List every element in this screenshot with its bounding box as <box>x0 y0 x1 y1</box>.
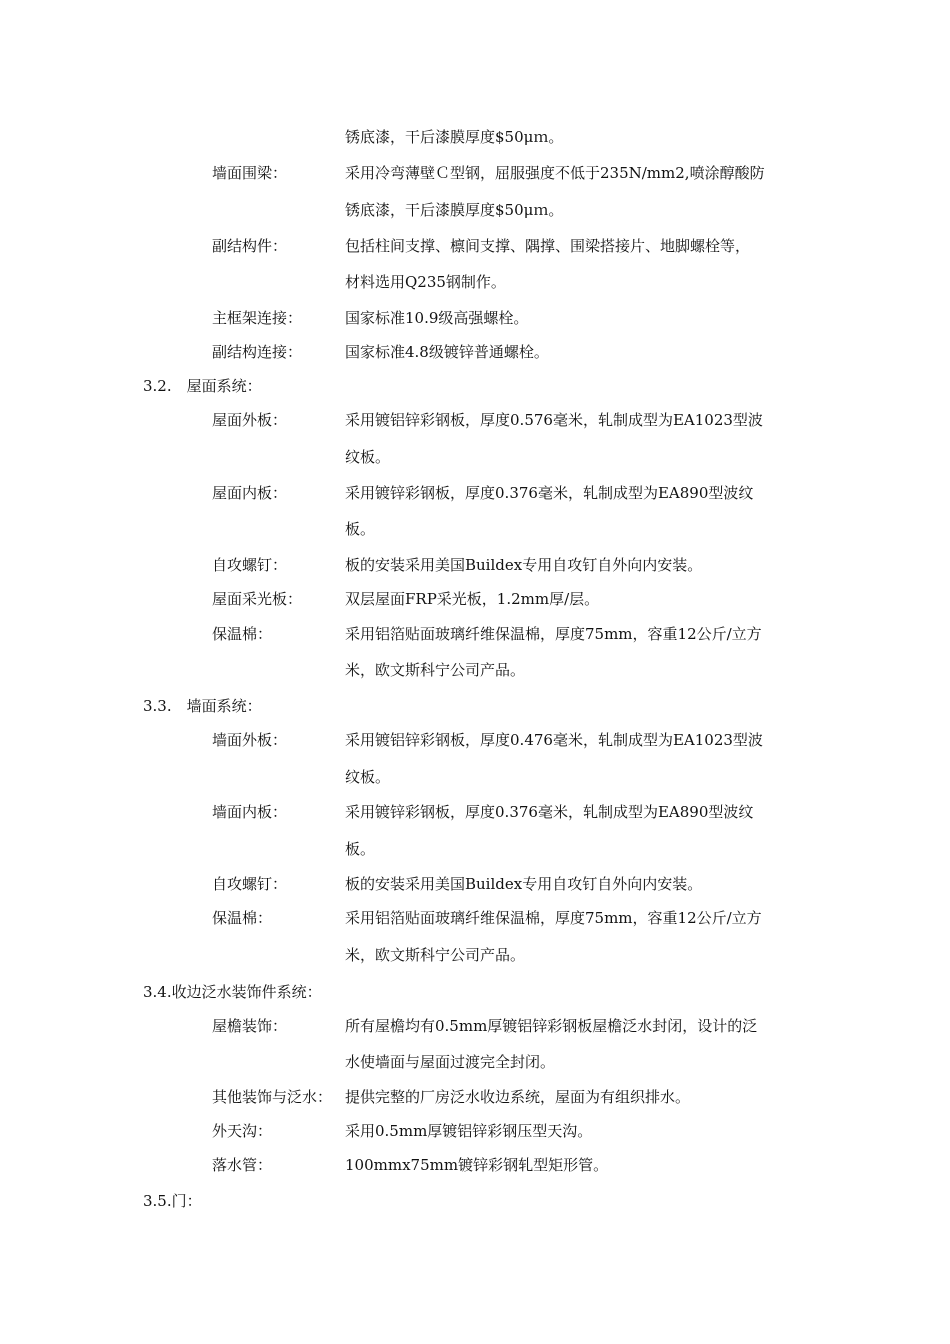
item-label: 墙面外板： <box>212 731 288 749</box>
item-text: 纹板。 <box>345 768 391 786</box>
item-text: 锈底漆，干后漆膜厚度$50μｍ。 <box>345 201 564 219</box>
item-text: 水使墙面与屋面过渡完全封闭。 <box>345 1053 556 1071</box>
item-label: 其他装饰与泛水： <box>212 1088 333 1106</box>
item-label: 墙面围梁： <box>212 164 288 182</box>
item-text: 双层屋面FRP采光板，1.2mm厚/层。 <box>345 590 600 608</box>
item-text: 包括柱间支撑、檩间支撑、隅撑、围梁搭接片、地脚螺栓等， <box>345 237 751 255</box>
item-text: 提供完整的厂房泛水收边系统，屋面为有组织排水。 <box>345 1088 691 1106</box>
item-text: 国家标准10.9级高强螺栓。 <box>345 309 529 327</box>
item-text: 米，欧文斯科宁公司产品。 <box>345 661 526 679</box>
item-label: 自攻螺钉： <box>212 875 288 893</box>
item-label: 屋面外板： <box>212 411 288 429</box>
item-label: 保温棉： <box>212 909 273 927</box>
item-text: 纹板。 <box>345 448 391 466</box>
section-heading: 3.3. 墙面系统： <box>143 697 262 715</box>
item-text: 米，欧文斯科宁公司产品。 <box>345 946 526 964</box>
item-label: 屋檐装饰： <box>212 1017 288 1035</box>
item-text: 板的安装采用美国Buildex专用自攻钉自外向内安装。 <box>345 556 703 574</box>
item-text: 采用镀锌彩钢板，厚度0.376毫米，轧制成型为EA890型波纹 <box>345 803 754 821</box>
item-label: 副结构件： <box>212 237 288 255</box>
item-text: 采用铝箔贴面玻璃纤维保温棉，厚度75mm，容重12公斤/立方 <box>345 625 762 643</box>
item-text: 所有屋檐均有0.5mm厚镀铝锌彩钢板屋檐泛水封闭，设计的泛 <box>345 1017 758 1035</box>
item-label: 屋面采光板： <box>212 590 303 608</box>
item-label: 墙面内板： <box>212 803 288 821</box>
item-text: 采用铝箔贴面玻璃纤维保温棉，厚度75mm，容重12公斤/立方 <box>345 909 762 927</box>
item-text: 板。 <box>345 840 376 858</box>
item-text: 采用镀铝锌彩钢板，厚度0.476毫米，轧制成型为EA1023型波 <box>345 731 763 749</box>
item-text: 板的安装采用美国Buildex专用自攻钉自外向内安装。 <box>345 875 703 893</box>
item-text: 采用冷弯薄壁Ｃ型钢，屈服强度不低于235N/mm2,喷涂醇酸防 <box>345 164 765 182</box>
section-heading: 3.5.门： <box>143 1192 202 1210</box>
item-text: 采用镀铝锌彩钢板，厚度0.576毫米，轧制成型为EA1023型波 <box>345 411 763 429</box>
item-label: 屋面内板： <box>212 484 288 502</box>
continuation-text: 锈底漆，干后漆膜厚度$50μｍ。 <box>345 128 564 146</box>
section-heading: 3.4.收边泛水装饰件系统： <box>143 983 322 1001</box>
item-label: 副结构连接： <box>212 343 303 361</box>
item-text: 板。 <box>345 520 376 538</box>
item-label: 主框架连接： <box>212 309 303 327</box>
item-label: 落水管： <box>212 1156 273 1174</box>
item-text: 100mmx75mm镀锌彩钢轧型矩形管。 <box>345 1156 609 1174</box>
item-text: 采用镀锌彩钢板，厚度0.376毫米，轧制成型为EA890型波纹 <box>345 484 754 502</box>
section-heading: 3.2. 屋面系统： <box>143 377 262 395</box>
item-text: 采用0.5mm厚镀铝锌彩钢压型天沟。 <box>345 1122 593 1140</box>
item-label: 保温棉： <box>212 625 273 643</box>
item-label: 自攻螺钉： <box>212 556 288 574</box>
item-text: 国家标准4.8级镀锌普通螺栓。 <box>345 343 549 361</box>
item-text: 材料选用Q235钢制作。 <box>345 273 506 291</box>
item-label: 外天沟： <box>212 1122 273 1140</box>
